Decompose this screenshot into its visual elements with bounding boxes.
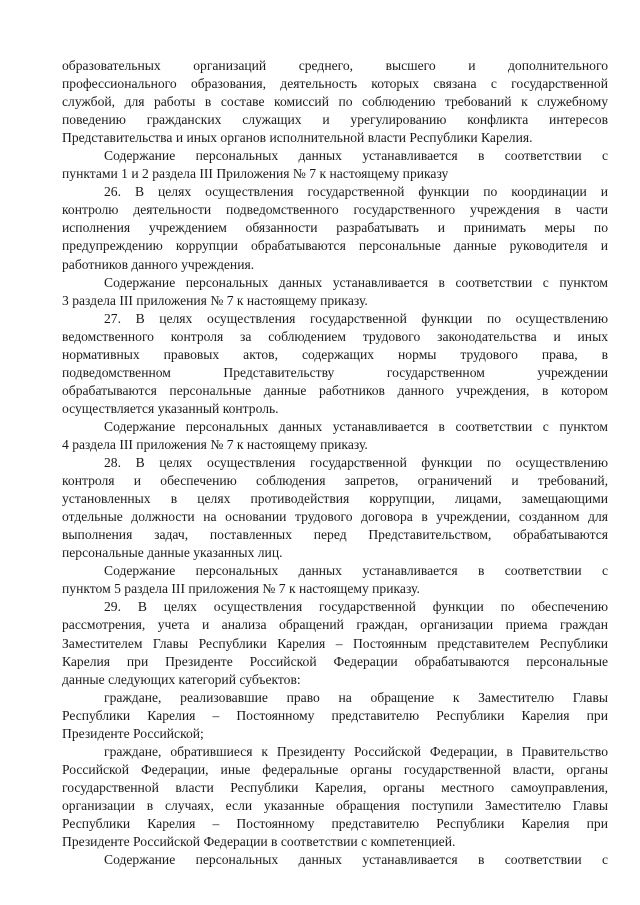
text-line: пунктами 1 и 2 раздела III Приложения № 7 к настоящему приказу bbox=[62, 166, 449, 182]
text-line: 29. В целях осуществления государственной функции по обеспечению bbox=[104, 599, 608, 615]
text-line: Республики Карелия – Постоянному представителю Республики Карелия при bbox=[62, 815, 608, 831]
text-line: контролю деятельности подведомственного государственного учреждения в части bbox=[62, 202, 608, 218]
text-line: Президенте Российской Федерации в соответствии с компетенцией. bbox=[62, 834, 456, 850]
text-line: предупреждению коррупции обрабатываются персональные данные руководителя и bbox=[62, 238, 608, 254]
text-line: граждане, реализовавшие право на обращение к Заместителю Главы bbox=[104, 689, 608, 705]
text-line: работников данного учреждения. bbox=[62, 256, 255, 272]
text-line: контроля и обеспечению соблюдения запретов, ограничений и требований, bbox=[62, 473, 608, 489]
text-line: отдельные должности на основании трудового договора в учреждении, созданном для bbox=[62, 509, 608, 525]
text-line: Содержание персональных данных устанавливается в соответствии с bbox=[104, 148, 608, 164]
text-line: выполнения задач, поставленных перед Представительством, обрабатываются bbox=[62, 527, 608, 543]
text-line: профессионального образования, деятельность которых связана с государственной bbox=[62, 76, 608, 92]
text-line: организации в случаях, если указанные обращения поступили Заместителю Главы bbox=[62, 797, 608, 813]
text-line: данные следующих категорий субъектов: bbox=[62, 671, 301, 687]
text-line: пунктом 5 раздела III приложения № 7 к настоящему приказу. bbox=[62, 581, 420, 597]
text-line: Содержание персональных данных устанавливается в соответствии с пунктом bbox=[104, 274, 608, 290]
text-line: установленных в целях противодействия коррупции, лицами, замещающими bbox=[62, 491, 608, 507]
text-line: Карелия при Президенте Российской Федерации обрабатываются персональные bbox=[62, 653, 608, 669]
text-line: 3 раздела III приложения № 7 к настоящему приказу. bbox=[62, 292, 368, 308]
text-line: государственной власти Республики Карелия, органы местного самоуправления, bbox=[62, 779, 608, 795]
text-line: осуществляется указанный контроль. bbox=[62, 400, 279, 416]
text-line: Содержание персональных данных устанавливается в соответствии с bbox=[104, 852, 608, 868]
text-line: службой, для работы в составе комиссий по соблюдению требований к служебному bbox=[62, 94, 608, 110]
text-line: 28. В целях осуществления государственной функции по осуществлению bbox=[104, 455, 608, 471]
text-line: Президенте Российской; bbox=[62, 725, 204, 741]
text-line: поведению гражданских служащих и урегулированию конфликта интересов bbox=[62, 112, 608, 128]
text-line: 27. В целях осуществления государственной функции по осуществлению bbox=[104, 310, 608, 326]
text-line: Содержание персональных данных устанавливается в соответствии с пунктом bbox=[104, 418, 608, 434]
text-line: ведомственного контроля за соблюдением трудового законодательства и иных bbox=[62, 328, 608, 344]
text-line: нормативных правовых актов, содержащих нормы трудового права, в bbox=[62, 346, 608, 362]
text-line: персональные данные указанных лиц. bbox=[62, 545, 283, 561]
text-line: Представительства и иных органов исполнительной власти Республики Карелия. bbox=[62, 130, 533, 146]
text-line: 4 раздела III приложения № 7 к настоящему приказу. bbox=[62, 436, 368, 452]
text-line: Российской Федерации, иные федеральные органы государственной власти, органы bbox=[62, 761, 608, 777]
text-line: 26. В целях осуществления государственной функции по координации и bbox=[104, 184, 608, 200]
text-line: Республики Карелия – Постоянному представителю Республики Карелия при bbox=[62, 707, 608, 723]
text-line: образовательных организаций среднего, высшего и дополнительного bbox=[62, 58, 608, 73]
text-line: подведомственном Представительству государственном учреждении bbox=[62, 364, 608, 380]
document-body-text bbox=[62, 57, 608, 869]
text-line: Содержание персональных данных устанавливается в соответствии с bbox=[104, 563, 608, 579]
text-line: граждане, обратившиеся к Президенту Российской Федерации, в Правительство bbox=[104, 743, 608, 759]
text-line: Заместителем Главы Республики Карелия – Постоянным представителем Республики bbox=[62, 635, 608, 651]
text-line: обрабатываются персональные данные работников данного учреждения, в котором bbox=[62, 382, 608, 398]
text-line: рассмотрения, учета и анализа обращений граждан, организации приема граждан bbox=[62, 617, 608, 633]
text-line: исполнения учреждением обязанности разрабатывать и принимать меры по bbox=[62, 220, 608, 236]
